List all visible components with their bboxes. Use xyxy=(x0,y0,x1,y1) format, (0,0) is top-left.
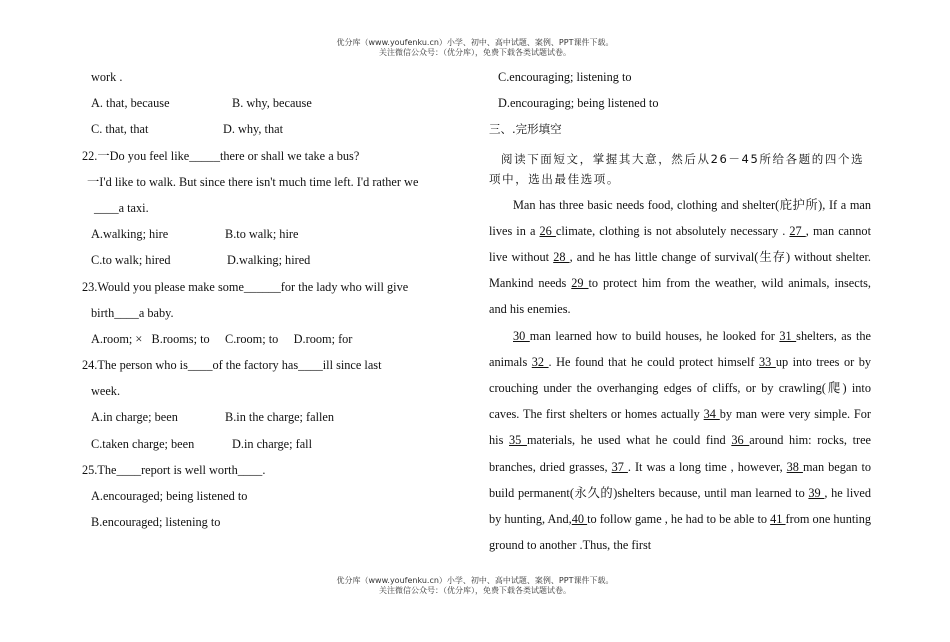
page-header xyxy=(0,38,950,58)
header-line-2: 关注微信公众号：（优分库），免费下载各类试题试卷。 xyxy=(379,48,571,57)
q25-option-c: C.encouraging; listening to xyxy=(498,70,632,84)
q24-option-c: C.taken charge; been xyxy=(91,436,195,451)
q22-option-b: B.to walk; hire xyxy=(225,227,299,242)
passage-text: from one hunting ground to another .Thus, the first xyxy=(489,512,871,553)
blank-33: 33 xyxy=(759,354,776,369)
q22-stem-2: 一I'd like to walk. But since there isn't much time left. I'd rather we xyxy=(87,174,419,189)
q25-option-a: A.encouraged; being listened to xyxy=(91,489,248,503)
q21-option-b: B. why, because xyxy=(232,96,312,111)
blank-29: 29 xyxy=(571,276,589,291)
footer-line-1: 优分库（www.youfenku.cn）小学、初中、高中试题、案例、PPT课件下载。 xyxy=(336,576,614,585)
blank-31: 31 xyxy=(779,328,797,343)
q23-stem: 23.Would you please make some______for the lady who will give xyxy=(82,279,409,294)
q24-options-ab xyxy=(82,404,462,430)
q24-stem-2: week. xyxy=(91,384,121,399)
passage-text: Man has three basic needs food, clothing and shelter(庇护所), If a man lives in a xyxy=(489,197,871,238)
passage-text: around him: rocks, tree branches, dried grasses, xyxy=(489,433,872,474)
blank-37: 37 xyxy=(611,459,628,474)
blank-35: 35 xyxy=(509,433,527,448)
q20-continuation: work . xyxy=(91,70,123,84)
q21-option-c: C. that, that xyxy=(91,122,149,137)
q24-option-b: B.in the charge; fallen xyxy=(225,410,335,425)
blank-40: 40 xyxy=(571,512,588,526)
q22-stem: 22.一Do you feel like_____there or shall we take a bus? xyxy=(82,148,360,163)
q23-stem-2: birth____a baby. xyxy=(91,305,174,320)
blank-26: 26 xyxy=(539,223,556,238)
right-column xyxy=(489,64,871,558)
passage-text: shelters, as the animals xyxy=(489,328,872,369)
q22-option-d: D.walking; hired xyxy=(227,253,311,268)
q23-options: A.room; × B.rooms; to C.room; to D.room; for xyxy=(91,331,353,346)
passage-paragraph-2 xyxy=(489,323,871,559)
header-line-1: 优分库（www.youfenku.cn）小学、初中、高中试题、案例、PPT课件下载。 xyxy=(336,38,614,47)
q22-option-c: C.to walk; hired xyxy=(91,253,171,268)
passage-text: , and he has little change of survival(生存) without shelter. Mankind needs xyxy=(489,249,872,291)
q25-stem: 25.The____report is well worth____. xyxy=(82,462,266,477)
left-column xyxy=(82,64,462,535)
blank-41: 41 xyxy=(770,512,786,526)
passage-text: materials, he used what he could find xyxy=(526,433,732,448)
passage-text: , man cannot live without xyxy=(489,223,871,264)
q24-option-d: D.in charge; fall xyxy=(232,436,313,451)
passage-text: climate, clothing is not absolutely necessary . xyxy=(555,223,790,238)
q22-options-cd xyxy=(82,247,462,273)
passage-paragraph-1 xyxy=(489,192,871,323)
passage-text: man began to build permanent(永久的)shelters because, until man learned to xyxy=(489,459,872,500)
q22-option-a: A.walking; hire xyxy=(91,227,169,242)
q21-option-d: D. why, that xyxy=(223,122,283,137)
passage-text: , he lived by hunting, And, xyxy=(489,485,872,526)
blank-36: 36 xyxy=(731,433,750,448)
passage-text: . He found that he could protect himself xyxy=(548,354,760,369)
passage-text: up into trees or by crouching under the overhanging edges of cliffs, or by crawling(爬) into caves. The first shelters or homes actually xyxy=(489,354,871,422)
blank-28: 28 xyxy=(553,249,570,264)
q22-options-ab xyxy=(82,221,462,247)
blank-38: 38 xyxy=(786,459,803,474)
q21-options-cd xyxy=(82,116,462,142)
blank-34: 34 xyxy=(703,407,720,422)
blank-39: 39 xyxy=(808,485,825,500)
passage-text: . It was a long time , however, xyxy=(627,459,787,474)
blank-32: 32 xyxy=(531,354,549,369)
q25-option-d: D.encouraging; being listened to xyxy=(498,96,659,111)
q24-options-cd xyxy=(82,431,462,457)
footer-line-2: 关注微信公众号：（优分库），免费下载各类试题试卷。 xyxy=(379,586,571,595)
q21-options-ab xyxy=(82,90,462,116)
q22-stem-3: ____a taxi. xyxy=(94,200,149,215)
blank-27: 27 xyxy=(789,223,806,238)
section-title: 三、.完形填空 xyxy=(489,122,562,137)
page-footer xyxy=(0,576,950,596)
q24-option-a: A.in charge; been xyxy=(91,410,178,425)
passage-text: to follow game , he had to be able to xyxy=(587,512,771,526)
q21-option-a: A. that, because xyxy=(91,96,170,111)
q25-option-b: B.encouraged; listening to xyxy=(91,515,221,530)
q24-stem: 24.The person who is____of the factory has____ill since last xyxy=(82,358,382,373)
passage-text: man learned how to build houses, he looked for xyxy=(529,328,780,343)
passage-text: to protect him from the weather, wild animals, insects, and his enemies. xyxy=(489,276,871,317)
passage-text: by man were very simple. For his xyxy=(489,407,872,448)
blank-30: 30 xyxy=(513,328,530,343)
cloze-passage xyxy=(489,192,871,559)
section-instructions: 阅读下面短文，掌握其大意，然后从26－45所给各题的四个选项中，选出最佳选项。 xyxy=(489,151,865,186)
